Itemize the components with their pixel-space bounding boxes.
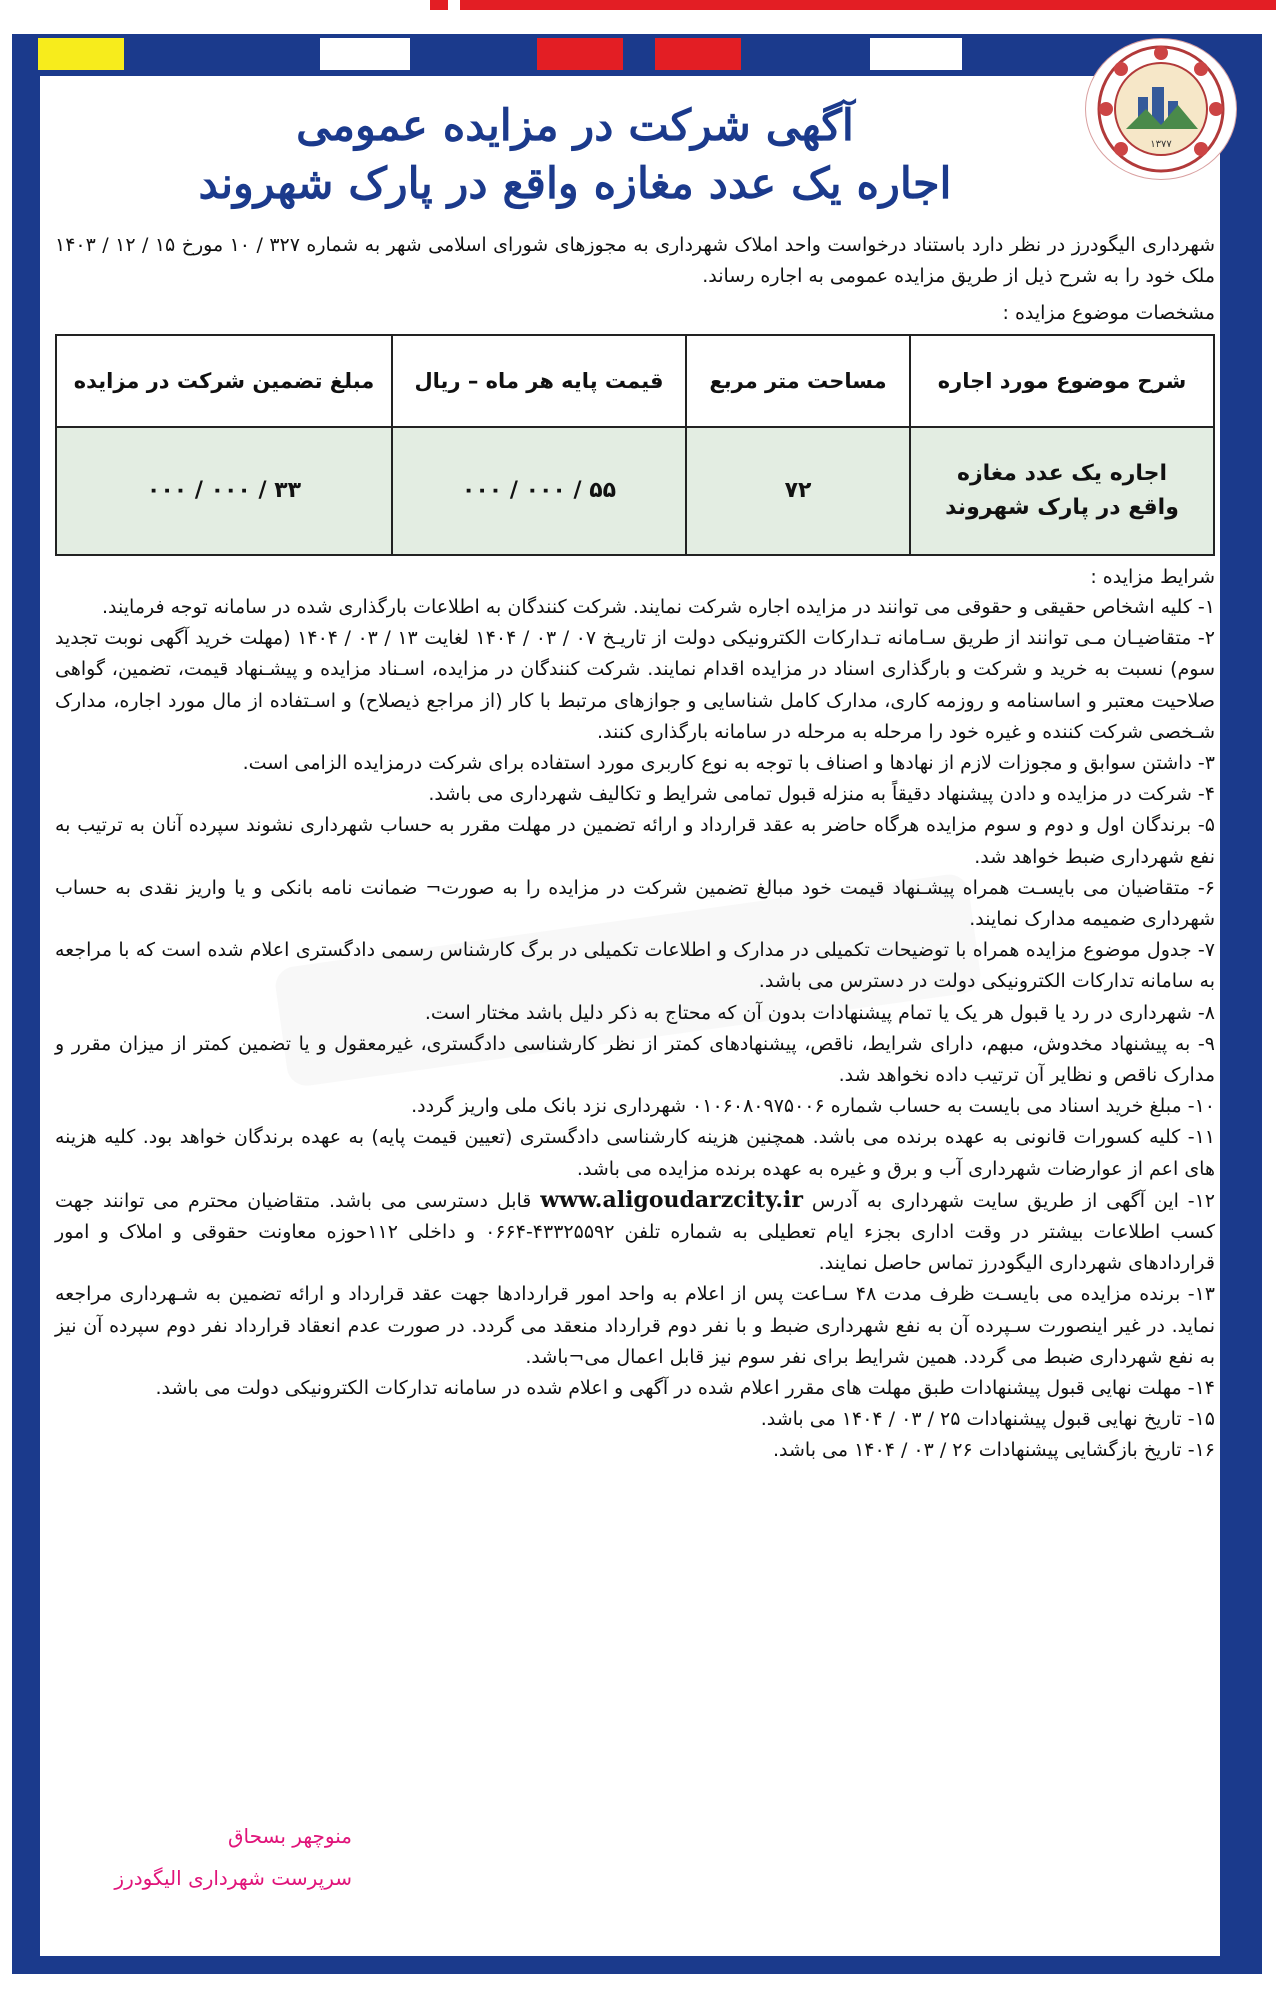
condition-item: ۱۵- تاریخ نهایی قبول پیشنهادات ۲۵ / ۰۳ / ۱۴۰۴ می باشد. bbox=[760, 1408, 1215, 1431]
condition-item: ۱- کلیه اشخاص حقیقی و حقوقی می توانند در مزایده اجاره شرکت نمایند. شرکت کنندگان به اطلاعات بارگذاری شده در سامانه توجه فرمایند. bbox=[102, 596, 1215, 618]
table-row bbox=[56, 427, 1214, 555]
condition-item: ۱۳- برنده مزایده می بایسـت ظرف مدت ۴۸ سـاعت پس از اعلام به واحد امور قراردادها جهت عقد قرارداد و ارائه تضمین به شـهرداری مراجعه نماید. در غیر اینصورت سـپرده آن به نفع شهرداری ضبط و با نفر دوم قرارداد منعقد می گردد. در صورت عدم انعقاد قرارداد نفر دوم سپرده آن نیز به نفع شهرداری ضبط می گردد. همین شرایط برای نفر سوم نیز قابل اعمال می¬باشد. bbox=[55, 1283, 1216, 1368]
website-link[interactable]: www.aligoudarzcity.ir bbox=[540, 1186, 803, 1213]
condition-text: ۱۲- این آگهی از طریق سایت شهرداری به آدرس bbox=[803, 1189, 1215, 1212]
signature-block bbox=[52, 1815, 352, 1899]
subject-line: اجاره یک عدد مغازه bbox=[956, 461, 1168, 486]
cell-base-price: ۵۵ / ۰۰۰ / ۰۰۰ bbox=[392, 427, 686, 555]
cell-deposit: ۳۳ / ۰۰۰ / ۰۰۰ bbox=[56, 427, 392, 555]
condition-item: ۲- متقاضیـان مـی توانند از طریق سـامانه تـدارکات الکترونیکی دولت از تاریـخ ۰۷ / ۰۳ / ۱۴۰۴ لغایت ۱۳ / ۰۳ / ۱۴۰۴ (مهلت خرید آگهی نوبت تجدید سوم) نسبت به خرید و شرکت و بارگذاری اسناد در مزایده اقدام نمایند. شرکت کنندگان در مزایده، اسـناد مزایده و پیشـنهاد قیمت، تضمین، گواهی صلاحیت معتبر و اساسنامه و روزمه کاری، مدارک کامل شناسایی و جوازهای مرتبط با کار (از مراجع ذیصلاح) و اسـتفاده از مال مورد اجاره، مدارک شـخصی شرکت کننده و غیره خود را مرحله به مرحله در سامانه بارگذاری کنند. bbox=[55, 627, 1215, 743]
top-accent-left bbox=[430, 0, 448, 10]
notice-content bbox=[55, 90, 1215, 1467]
frame-tab-red bbox=[655, 38, 741, 70]
col-area: مساحت متر مربع bbox=[686, 335, 910, 427]
condition-item: ۱۴- مهلت نهایی قبول پیشنهادات طبق مهلت های مقرر اعلام شده در آگهی و اعلام شده در سامانه تدارکات الکترونیکی دولت می باشد. bbox=[155, 1377, 1215, 1400]
col-subject: شرح موضوع مورد اجاره bbox=[910, 335, 1214, 427]
signatory-role: سرپرست شهرداری الیگودرز bbox=[114, 1866, 352, 1890]
subject-line: واقع در پارک شهروند bbox=[945, 495, 1179, 520]
condition-item: ۹- به پیشنهاد مخدوش، مبهم، دارای شرایط، ناقص، پیشنهادهای کمتر از نظر کارشناسی دادگستری، غیرمعقول و یا تضمین کمتر از میزان مقرر و مدارک ناقص و نظایر آن ترتیب داده نخواهد شد. bbox=[55, 1032, 1215, 1087]
cell-subject bbox=[910, 427, 1214, 555]
auction-spec-table bbox=[55, 334, 1215, 556]
frame-tab-yellow bbox=[38, 38, 124, 70]
condition-item: ۱۱- کلیه کسورات قانونی به عهده برنده می باشد. همچنین هزینه کارشناسی دادگستری (تعیین قیمت پایه) به عهده برندگان خواهد بود. کلیه هزینه های اعم از عوارضات شهرداری آب و برق و غیره به عهده برنده مزایده می باشد. bbox=[55, 1126, 1215, 1180]
condition-item: ۳- داشتن سوابق و مجوزات لازم از نهادها و اصناف با توجه به نوع کاربری مورد استفاده برای شرکت درمزایده الزامی است. bbox=[242, 752, 1215, 775]
frame-tab-red bbox=[537, 38, 623, 70]
top-accent-bar bbox=[460, 0, 1276, 10]
notice-title: آگهی شرکت در مزایده عمومی bbox=[296, 101, 854, 151]
frame-tab-white bbox=[870, 38, 962, 70]
col-base-price: قیمت پایه هر ماه – ریال bbox=[392, 335, 686, 427]
condition-item: ۸- شهرداری در رد یا قبول هر یک یا تمام پیشنهادات بدون آن که محتاج به ذکر دلیل باشد مختار است. bbox=[424, 1001, 1215, 1024]
col-deposit: مبلغ تضمین شرکت در مزایده bbox=[56, 335, 392, 427]
condition-item: ۵- برندگان اول و دوم و سوم مزایده هرگاه حاضر به عقد قرارداد و ارائه تضمین در مهلت مقرر به حساب شهرداری نشوند سپرده آنان به ترتیب به نفع شهرداری ضبط خواهد شد. bbox=[55, 814, 1215, 868]
condition-item: ۱۶- تاریخ بازگشایی پیشنهادات ۲۶ / ۰۳ / ۱۴۰۴ می باشد. bbox=[772, 1439, 1215, 1462]
condition-item-website bbox=[55, 1185, 1215, 1280]
conditions-label: شرایط مزایده : bbox=[1090, 566, 1215, 588]
condition-text: قابل دسترسی می باشد. متقاضیان محترم می توانند جهت کسب اطلاعات بیشتر در وقت اداری بجزء ایام تعطیلی به شماره تلفن ۴۳۳۲۵۵۹۲-۰۶۶۴ و داخلی ۱۱۲حوزه معاونت حقوقی و املاک و امور قراردادهای شهرداری الیگودرز تماس حاصل نمایند. bbox=[55, 1189, 1215, 1275]
frame-tab-white bbox=[320, 38, 410, 70]
intro-paragraph: شهرداری الیگودرز در نظر دارد باستناد درخواست واحد املاک شهرداری به مجوزهای شورای اسلامی شهر به شماره ۳۲۷ / ۱۰ مورخ ۱۵ / ۱۲ / ۱۴۰۳ ملک خود را به شرح ذیل از طریق مزایده عمومی به اجاره رساند. bbox=[55, 234, 1216, 287]
notice-subtitle: اجاره یک عدد مغازه واقع در پارک شهروند bbox=[198, 159, 952, 209]
condition-item: ۴- شرکت در مزایده و دادن پیشنهاد دقیقاً به منزله قبول تمامی شرایط و تکالیف شهرداری می باشد. bbox=[428, 783, 1215, 806]
cell-area: ۷۲ bbox=[686, 427, 910, 555]
condition-item: ۱۰- مبلغ خرید اسناد می بایست به حساب شماره ۰۱۰۶۰۸۰۹۷۵۰۰۶ شهرداری نزد بانک ملی واریز گردد. bbox=[411, 1095, 1215, 1118]
signatory-name: منوچهر بسحاق bbox=[228, 1824, 352, 1848]
condition-item: ۷- جدول موضوع مزایده همراه با توضیحات تکمیلی در مدارک و اطلاعات تکمیلی در برگ کارشناس رسمی دادگستری اعلام شده است که با مراجعه به سامانه تدارکات الکترونیکی دولت در دسترس می باشد. bbox=[55, 939, 1215, 993]
logo-year: ۱۳۷۷ bbox=[1150, 139, 1172, 150]
spec-label: مشخصات موضوع مزایده : bbox=[1002, 302, 1215, 324]
condition-item: ۶- متقاضیان می بایسـت همراه پیشـنهاد قیمت خود مبالغ تضمین شرکت در مزایده را به صورت¬ ضمانت نامه بانکی و یا واریز نقدی به حساب شهرداری ضمیمه مدارک نمایند. bbox=[55, 876, 1215, 931]
